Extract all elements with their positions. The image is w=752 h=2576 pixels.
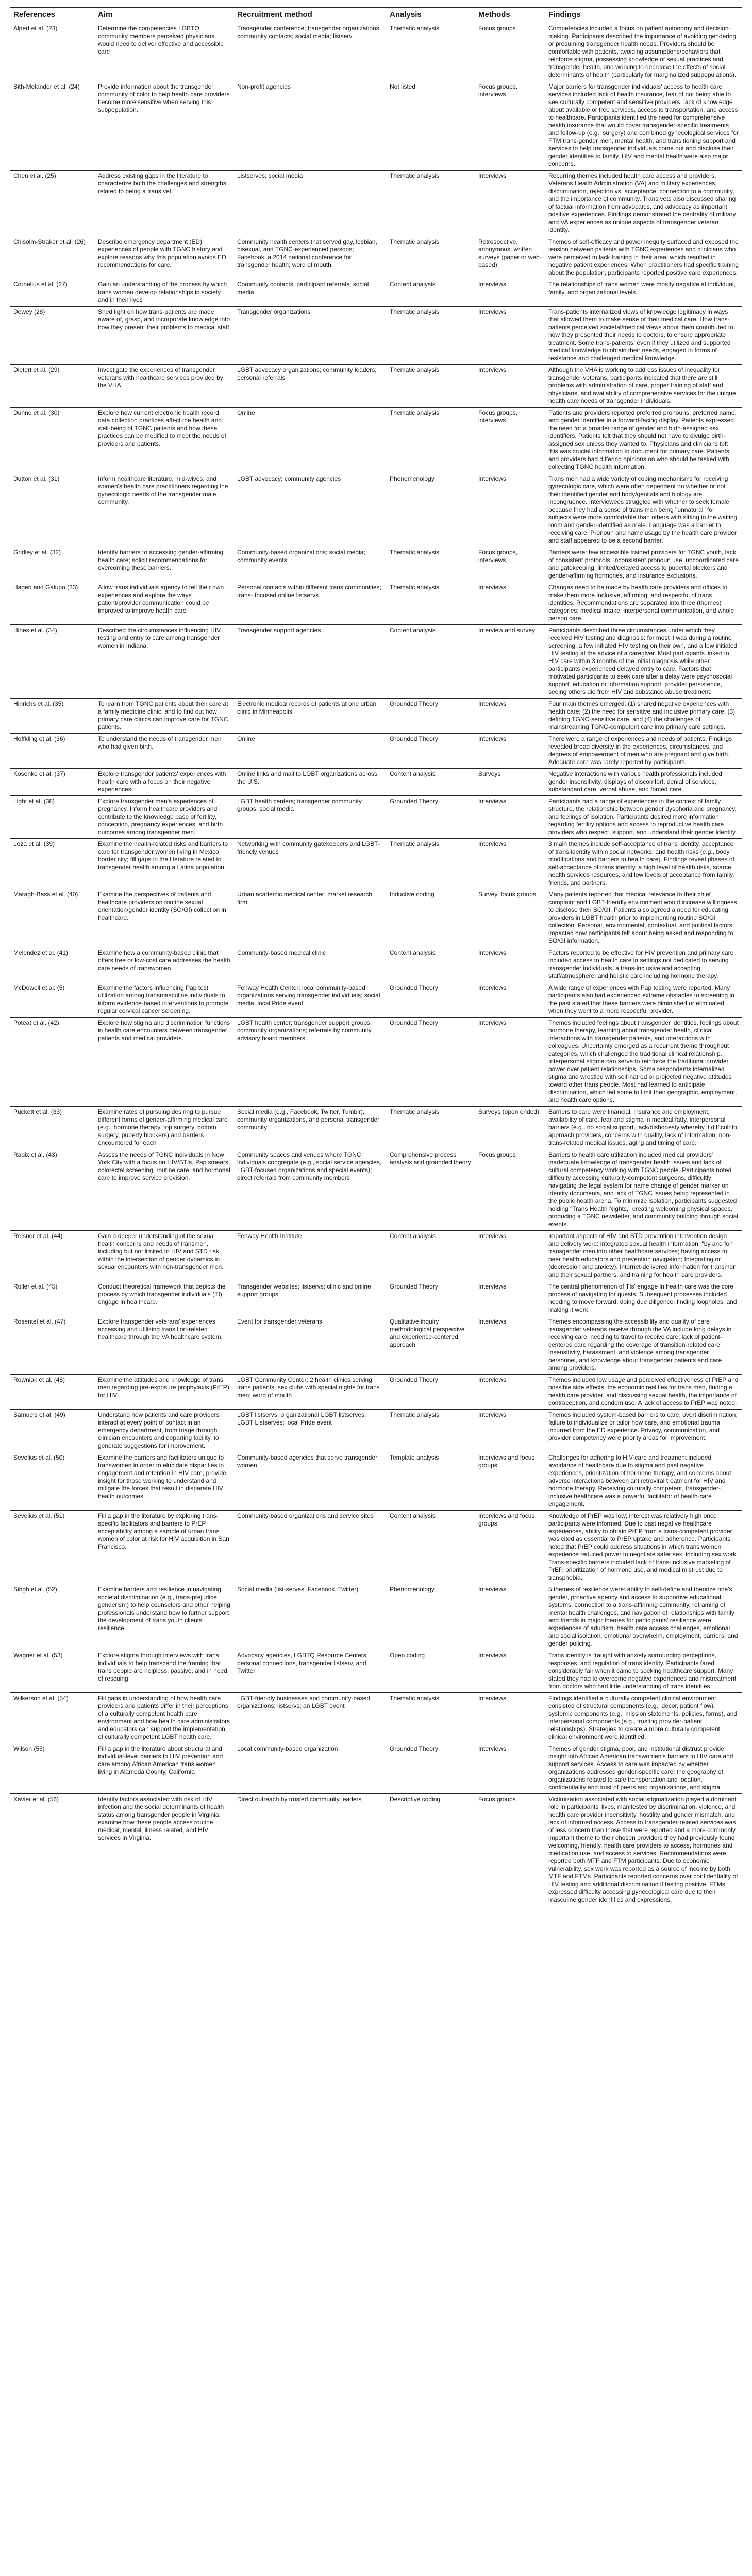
cell-recruitment-method: Community-based agencies that serve transgender women xyxy=(234,1452,387,1511)
cell-aim: Fill gaps in understanding of how health care providers and patients differ in their perceptions of a culturally competent health care environment and how health care administrators and educators can support the implementation of culturally competent LGBT health care. xyxy=(95,1693,234,1743)
table-row xyxy=(10,796,742,839)
cell-reference: Reisner et al. (44) xyxy=(10,1231,95,1281)
cell-analysis: Thematic analysis xyxy=(387,408,475,473)
cell-findings: 5 themes of resilience were: ability to self-define and theorize one's gender, proactive agency and access to supportive educational systems, connection to a trans-affirming community, reframing of mental health challenges, and navigation of relationships with family and friends in major themes for participants' resilience were: experiences of adultism, health care access challenges, emotional and social isolation, emotional overwhelm, employment, barriers, and gender policing. xyxy=(545,1584,742,1650)
cell-recruitment-method: Community-based organizations and service sites xyxy=(234,1511,387,1584)
cell-reference: Melendez et al. (41) xyxy=(10,947,95,982)
cell-recruitment-method: Networking with community gatekeepers and LGBT-friendly venues xyxy=(234,839,387,889)
cell-methods: Retrospective, anonymous, written surveys (paper or web-based) xyxy=(475,236,545,279)
cell-methods: Interviews xyxy=(475,1316,545,1375)
cell-recruitment-method: Community-based organizations; social media; community events xyxy=(234,547,387,582)
cell-analysis: Grounded Theory xyxy=(387,1375,475,1410)
cell-findings: Themes included low usage and perceived effectiveness of PrEP and possible side effects, the economic realities for trans men, finding a health care provider, and discussing sexual health, the importance of contraception, and condom use. A lack of access to PrEP was noted. xyxy=(545,1375,742,1410)
cell-aim: Assess the needs of TGNC individuals in New York City with a focus on HIV/STIs, Pap smears, colorectal screening, routine care, and hormonal care to improve service provision. xyxy=(95,1149,234,1231)
cell-reference: Dewey (28) xyxy=(10,307,95,365)
cell-recruitment-method: Personal contacts within different trans communities; trans- focused online listservs xyxy=(234,582,387,625)
cell-methods: Interviews xyxy=(475,1375,545,1410)
cell-analysis: Thematic analysis xyxy=(387,23,475,81)
cell-analysis: Grounded Theory xyxy=(387,1743,475,1794)
cell-aim: Inform healthcare literature, mid-wives, and women's health care practitioners regarding the gynecologic needs of the transgender male community. xyxy=(95,473,234,547)
cell-reference: Rosentel et al. (47) xyxy=(10,1316,95,1375)
cell-findings: Factors reported to be effective for HIV prevention and primary care included access to health care in settings not dedicated to serving transgender individuals, a trans-inclusive and accepting staff/atmosphere, and holistic care including hormone therapy. xyxy=(545,947,742,982)
cell-methods: Focus groups, interviews xyxy=(475,81,545,171)
header-references: References xyxy=(10,8,95,23)
cell-methods: Interviews xyxy=(475,699,545,734)
cell-analysis: Grounded Theory xyxy=(387,699,475,734)
cell-aim: Describe emergency department (ED) experiences of people with TGNC history and explore reasons why this population avoids ED, recommendations for care. xyxy=(95,236,234,279)
cell-aim: Shed light on how trans-patients are made aware of, grasp, and incorporate knowledge into how they present their problems to medical staff xyxy=(95,307,234,365)
cell-analysis: Content analysis xyxy=(387,625,475,699)
cell-methods: Interviews xyxy=(475,839,545,889)
cell-recruitment-method: Community health centers that served gay, lesbian, bisexual, and TGNC-experienced persons; Facebook; a 2014 national conference for transgender health; word of mouth. xyxy=(234,236,387,279)
cell-analysis: Not listed xyxy=(387,81,475,171)
cell-methods: Interview and survey xyxy=(475,625,545,699)
cell-recruitment-method: Online xyxy=(234,408,387,473)
cell-recruitment-method: Fenway Health Center; local community-based organizations serving transgender individuals; social media; local Pride event xyxy=(234,982,387,1018)
cell-reference: Sevelius et al. (50) xyxy=(10,1452,95,1511)
table-row xyxy=(10,279,742,307)
cell-recruitment-method: LGBT health centers; transgender community groups; social media xyxy=(234,796,387,839)
cell-recruitment-method: Electronic medical records of patients at one urban clinic in Minneapolis xyxy=(234,699,387,734)
cell-recruitment-method: LGBT Community Center; 2 health clinics serving trans patients; sex clubs with special nights for trans men; word of mouth xyxy=(234,1375,387,1410)
cell-findings: Major barriers for transgender individuals' access to health care services included lack of health insurance, fear of not being able to see culturally competent and sensitive providers, lack of knowledge about available or free services, access to transportation, and access to healthcare. Participants identified the need for comprehensive health insurance that would cover transgender-specific treatments and follow-up (e.g., surgery) and combined gynecological services for FTM trans-gender men, mental health, and transitioning support and services to help transgender individuals come out and disclose their gender identities to family, HIV and mental health were also major concerns. xyxy=(545,81,742,171)
cell-reference: Maragh-Bass et al. (40) xyxy=(10,889,95,947)
cell-methods: Interviews xyxy=(475,1743,545,1794)
cell-reference: Dunne et al. (30) xyxy=(10,408,95,473)
header-recruitment-method: Recruitment method xyxy=(234,8,387,23)
cell-recruitment-method: Community spaces and venues where TGNC individuals congregate (e.g., social service agencies, LGBT-focused organizations and special events); direct referrals from community members xyxy=(234,1149,387,1231)
cell-aim: Examine the factors influencing Pap test utilization among transmasculine individuals to inform evidence-based interventions to promote regular cervical cancer screening. xyxy=(95,982,234,1018)
cell-aim: Explore stigma through interviews with trans individuals to help transcend the framing that trans people are helpless, passive, and in need of rescuing xyxy=(95,1650,234,1693)
table-row xyxy=(10,1511,742,1584)
table-row xyxy=(10,769,742,796)
cell-aim: Identify barriers to accessing gender-affirming health care; solicit recommendations for overcoming these barriers. xyxy=(95,547,234,582)
cell-findings: Barriers to health care utilization included medical providers' inadequate knowledge of transgender health issues and lack of cultural competency working with TGNC people. Participants noted difficulty accessing culturally-competent surgeons, difficultly navigating the legal system for name change of gender marker on identity documents, and lack of TGNC issues being represented in the public health arena. To minimize isolation, participants suggested holding "Trans Health Nights," creating welcoming physical spaces, producing a TGNC newsletter, and community building through social events. xyxy=(545,1149,742,1231)
cell-findings: Negative interactions with various health professionals included gender insensitivity, displays of discomfort, denial of services, substandard care, verbal abuse, and forced care. xyxy=(545,769,742,796)
cell-methods: Interviews xyxy=(475,1584,545,1650)
cell-analysis: Thematic analysis xyxy=(387,582,475,625)
cell-aim: Identify factors associated with risk of HIV infection and the social determinants of health status among transgender people in Virginia; examine how these people access routine medical, mental, illness related, and HIV services in Virginia. xyxy=(95,1794,234,1906)
cell-findings: Trans men had a wide variety of coping mechanisms for receiving gynecologic care, which were often dependent on whether or not their identified gender and body/genitals and biology are incongruence. Interviewees struggled with whether to seek female because they had a sense of trans men being "unnatural" for subjects were more comfortable than others with sitting in the waiting room and gender-identified as male. Language was a barrier to receiving care. Pronoun and name usage by the health care provider and staff appeared to be a second barrier. xyxy=(545,473,742,547)
cell-analysis: Content analysis xyxy=(387,947,475,982)
cell-analysis: Content analysis xyxy=(387,279,475,307)
references-table-container xyxy=(10,7,742,1906)
cell-reference: Rowniak et al. (48) xyxy=(10,1375,95,1410)
cell-methods: Survey, focus groups xyxy=(475,889,545,947)
cell-findings: Important aspects of HIV and STD prevention intervention design and delivery were: integrated sexual health information; "by and for" transgender men into other healthcare services; having access to peer health educators and prevention navigation; Integrating or (depression and anxiety). Internet-delivered information for transmen and their sexual partners, and training for health care providers. xyxy=(545,1231,742,1281)
table-row xyxy=(10,839,742,889)
table-row xyxy=(10,1794,742,1906)
cell-methods: Interviews xyxy=(475,171,545,236)
cell-analysis: Grounded Theory xyxy=(387,1281,475,1316)
cell-recruitment-method: Transgender websites; listservs; clinic and online support groups xyxy=(234,1281,387,1316)
cell-reference: Samuels et al. (49) xyxy=(10,1410,95,1452)
cell-analysis: Phenomenology xyxy=(387,473,475,547)
cell-methods: Interviews xyxy=(475,1650,545,1693)
cell-aim: To learn from TGNC patients about their care at a family medicine clinic, and to find out how primary care clinics can improve care for TGNC patients. xyxy=(95,699,234,734)
cell-reference: Gridley et al. (32) xyxy=(10,547,95,582)
cell-aim: Conduct theoretical framework that depicts the process by which transgender individuals (TI) engage in healthcare. xyxy=(95,1281,234,1316)
table-row xyxy=(10,1231,742,1281)
table-row xyxy=(10,1107,742,1149)
cell-reference: Puckett et al. (33) xyxy=(10,1107,95,1149)
table-row xyxy=(10,1316,742,1375)
cell-reference: McDowell et al. (5) xyxy=(10,982,95,1018)
cell-reference: Light et al. (38) xyxy=(10,796,95,839)
cell-methods: Interviews xyxy=(475,982,545,1018)
cell-findings: The relationships of trans women were mostly negative at individual, family, and organizational levels. xyxy=(545,279,742,307)
cell-analysis: Grounded Theory xyxy=(387,734,475,769)
cell-reference: Poteat et al. (42) xyxy=(10,1018,95,1107)
cell-recruitment-method: Listserves; social media xyxy=(234,171,387,236)
cell-aim: To understand the needs of transgender men who had given birth. xyxy=(95,734,234,769)
cell-recruitment-method: Local community-based organization xyxy=(234,1743,387,1794)
cell-analysis: Open coding xyxy=(387,1650,475,1693)
cell-findings: Challenges for adhering to HIV care and treatment included avoidance of healthcare due to stigma and past negative experiences, prioritization of hormone therapy, and concerns about adverse interactions between antiretroviral treatment for HIV and hormone therapy. Receiving culturally competent, transgender-inclusive healthcare was a powerful facilitator of health-care engagement. xyxy=(545,1452,742,1511)
cell-aim: Explore how stigma and discrimination functions in health care encounters between transgender patients and medical providers. xyxy=(95,1018,234,1107)
cell-recruitment-method: Urban academic medical center; market research firm xyxy=(234,889,387,947)
cell-recruitment-method: LGBT advocacy organizations; community leaders; personal referrals xyxy=(234,365,387,408)
cell-recruitment-method: Online xyxy=(234,734,387,769)
cell-reference: Hines et al. (34) xyxy=(10,625,95,699)
cell-recruitment-method: LGBT listservs; organizational LGBT listserves; LGBT Listserves; local Pride event xyxy=(234,1410,387,1452)
cell-aim: Examine barriers and resilience in navigating societal discrimination (e.g., trans-prejudice, genderism) to help counselors and other helping professionals understand how to further support the development of trans youth clients' resilience. xyxy=(95,1584,234,1650)
cell-findings: Victimization associated with social stigmatization played a dominant role in participants' lives, manifested by discrimination, violence, and health care provider insensitivity, hostility and gender mismatch, and lack of informed access. Access to transgender-related services was of less concern than those that were reported and a more commonly important theme to their chosen providers they had previously found welcoming, friendly, health care providers to access, hormones and medication use, and access to services. Recommendations were reported both MTF and FTM participants. Due to economic vulnerability, sex work was reported as a source of income by both MTF and FTMs. Participants reported concerns over confidentiality of HIV testing and additional discrimination if testing positive. FTMs expressed difficulty accessing gynecological care due to their masculine gender identities and expressions. xyxy=(545,1794,742,1906)
table-row xyxy=(10,1452,742,1511)
cell-methods: Interviews xyxy=(475,1693,545,1743)
cell-methods: Interviews xyxy=(475,279,545,307)
cell-findings: Barriers to care were financial, insurance and employment, availability of care, fear and stigma in medical fatty, interpersonal barriers (e.g., no social support, lack/dishonesty whereby it difficult to approach providers, concerns with quality, lack of information, non-trans-related medical issues, aging and timing of care. xyxy=(545,1107,742,1149)
table-row xyxy=(10,1018,742,1107)
cell-findings: Trans-patients internalized views of knowledge legitimacy in ways that allowed them to make sense of their medical care. How trans-patients perceived societal/medical views about them contributed to how they presented their needs to doctors, to ensure appropriate treatment. Some trans-patients, even if they utilized and supported medical knowledge to obtain their needs, engaged in forms of resistance and challenged medical knowledge. xyxy=(545,307,742,365)
cell-analysis: Grounded Theory xyxy=(387,1018,475,1107)
cell-recruitment-method: Transgender organizations xyxy=(234,307,387,365)
cell-methods: Interviews and focus groups xyxy=(475,1452,545,1511)
cell-recruitment-method: LGBT health center; transgender support groups; community organizations; referrals by community advisory board members xyxy=(234,1018,387,1107)
cell-methods: Interviews xyxy=(475,365,545,408)
cell-aim: Fill a gap in the literature by exploring trans-specific facilitators and barriers to PrEP acceptability among a sample of urban trans women of color at risk for HIV acquisition in San Francisco. xyxy=(95,1511,234,1584)
cell-methods: Focus groups, interviews xyxy=(475,547,545,582)
table-row xyxy=(10,236,742,279)
table-row xyxy=(10,1281,742,1316)
table-row xyxy=(10,171,742,236)
table-row xyxy=(10,982,742,1018)
table-row xyxy=(10,547,742,582)
cell-findings: Participants described three circumstances under which they received HIV testing and diagnosis: for most it was during a routine screening, a few initiated HIV testing on their own, and a few initiated HIV testing at the advice of a caregiver. Most participants linked to HIV care within 3 months of the initial diagnosis while other participants experienced delayed entry to care. Factors that motivated participants to seek care after a delay were psychosocial support, education or information support, provider persistence, seeing others die from HIV and substance abuse treatment. xyxy=(545,625,742,699)
cell-aim: Examine the barriers and facilitators unique to transwomen in order to elucidate disparities in engagement and retention in HIV care, provide insight for those working to understand and mitigate the forces that result in disparate HIV health outcomes. xyxy=(95,1452,234,1511)
cell-methods: Surveys xyxy=(475,769,545,796)
cell-recruitment-method: Community-based medical clinic xyxy=(234,947,387,982)
cell-recruitment-method: Transgender conference; transgender organizations; community contacts; social media; listserv xyxy=(234,23,387,81)
cell-aim: Explore transgender men's experiences of pregnancy. Inform healthcare providers and contribute to the knowledge base of fertility, conception, pregnancy experiences, and birth outcomes among transgender men. xyxy=(95,796,234,839)
cell-findings: Trans identity is fraught with anxiety surrounding perceptions, responses, and regulation of trans identity. Participants fared considerably fair when it came to seeking healthcare support. Many stated they had to overcome negative experiences and mistreatment from doctors who had little understanding of trans identities. xyxy=(545,1650,742,1693)
cell-aim: Gain an understanding of the process by which trans women develop relationships in society and in their lives xyxy=(95,279,234,307)
cell-reference: Cornelius et al. (27) xyxy=(10,279,95,307)
cell-analysis: Grounded Theory xyxy=(387,982,475,1018)
cell-methods: Interviews xyxy=(475,582,545,625)
cell-aim: Examine the attitudes and knowledge of trans men regarding pre-exposure prophylaxis (PrEP) for HIV. xyxy=(95,1375,234,1410)
cell-reference: Wilkerson et al. (54) xyxy=(10,1693,95,1743)
cell-methods: Interviews xyxy=(475,1410,545,1452)
cell-findings: Barriers were: few accessible trained providers for TGNC youth, lack of consistent protocols, inconsistent pronoun use, uncoordinated care and gatekeeping, limited/delayed access to pubertal blockers and gender-affirming hormones, and insurance exclusions. xyxy=(545,547,742,582)
table-row xyxy=(10,473,742,547)
header-methods: Methods xyxy=(475,8,545,23)
cell-recruitment-method: Fenway Health Institute xyxy=(234,1231,387,1281)
cell-reference: Sevelius et al. (51) xyxy=(10,1511,95,1584)
header-analysis: Analysis xyxy=(387,8,475,23)
cell-analysis: Content analysis xyxy=(387,1231,475,1281)
cell-analysis: Thematic analysis xyxy=(387,1107,475,1149)
cell-methods: Focus groups, interviews xyxy=(475,408,545,473)
cell-aim: Determine the competencies LGBTQ community members perceived physicians would need to deliver effective and accessible care xyxy=(95,23,234,81)
cell-findings: There were a range of experiences and needs of patients. Findings revealed broad diversity in the experiences, circumstances, and degrees of empowerment of men who are pregnant and give birth. Adequate care was rarely reported by participants. xyxy=(545,734,742,769)
cell-findings: Competencies included a focus on patient autonomy and decision-making. Participants described the importance of avoiding gendering or presuming transgender health needs. Providers should be comfortable with patients, avoiding assumptions/behaviors that reinforce stigma, possessing knowledge of sexual practices and transgender health, and working to decrease the effects of social determinants of health (particularly for marginalized subpopulations). xyxy=(545,23,742,81)
cell-reference: Bith-Melander et al. (24) xyxy=(10,81,95,171)
cell-aim: Examine the perspectives of patients and healthcare providers on routine sexual orientation/gender identity (SO/GI) collection in healthcare. xyxy=(95,889,234,947)
cell-aim: Examine how a community-based clinic that offers free or low-cost care addresses the health care needs of transwomen. xyxy=(95,947,234,982)
cell-reference: Loza et al. (39) xyxy=(10,839,95,889)
cell-findings: The central phenomenon of TIs' engage in health care was the core process of navigating for quests. Subsequent processes included needing to move forward, doing due diligence, finding loopholes, and making it work. xyxy=(545,1281,742,1316)
cell-findings: Patients and providers reported preferred pronouns, preferred name, and gender identifier in a forward-facing display. Patients expressed the need for a broader range of gender and birth-assigned sex identifiers. Patients felt that they should not have to divulge birth-assigned sex unless they wanted to. Physicians and clinicians felt this was crucial information to document for primary care. Patients and providers had differing opinions on who should be tasked with collecting TGNC health information. xyxy=(545,408,742,473)
cell-reference: Hoffkling et al. (36) xyxy=(10,734,95,769)
table-row xyxy=(10,582,742,625)
cell-methods: Interviews and focus groups xyxy=(475,1511,545,1584)
cell-methods: Interviews xyxy=(475,734,545,769)
table-row xyxy=(10,889,742,947)
cell-reference: Radix et al. (43) xyxy=(10,1149,95,1231)
table-row xyxy=(10,625,742,699)
cell-findings: Changes need to be made by health care providers and offices to make them more inclusive, affirming, and respectful of trans identities. Recommendations are separated into three (themes) categories: medical intake, interpersonal communication, and whole person care. xyxy=(545,582,742,625)
cell-findings: Findings identified a culturally competent clinical environment consisted of structural components (e.g., décor, patient flow), systemic components (e.g., mission statements, policies, forms), and interpersonal components (e.g., trusting provider-patient relationships). Strategies to create a more culturally competent clinical environment were identified. xyxy=(545,1693,742,1743)
cell-methods: Focus groups xyxy=(475,23,545,81)
cell-analysis: Thematic analysis xyxy=(387,547,475,582)
cell-reference: Dutton et al. (31) xyxy=(10,473,95,547)
cell-reference: Alpert et al. (23) xyxy=(10,23,95,81)
table-row xyxy=(10,23,742,81)
cell-recruitment-method: Social media (list-serves, Facebook, Twitter) xyxy=(234,1584,387,1650)
cell-methods: Interviews xyxy=(475,1231,545,1281)
cell-methods: Interviews xyxy=(475,1018,545,1107)
cell-findings: A wide range of experiences with Pap testing were reported. Many participants also had experienced extreme obstacles to screening in the past stated that these barriers were diminished or eliminated when they went to a more respectful provider. xyxy=(545,982,742,1018)
table-header-row xyxy=(10,8,742,23)
cell-findings: Themes of self-efficacy and power inequity surfaced and exposed the tension between patients with TGNC experiences and clinicians who were perceived to lack training in their area, which resulted in negative patient experiences. When practitioners had specific training about the population, participants reported positive care experiences. xyxy=(545,236,742,279)
cell-reference: Wagner et al. (53) xyxy=(10,1650,95,1693)
cell-reference: Xavier et al. (56) xyxy=(10,1794,95,1906)
cell-findings: Knowledge of PrEP was low; interest was relatively high once participants were informed. Due to past negative healthcare experiences, ability to obtain PrEP from a trans-competent provider was cited as essential to PrEP uptake and adherence. Participants noted that PrEP could address situations in which trans women experience reduced power to negotiate safer sex, including sex work. Trans-specific barriers included lack of trans-inclusive marketing of PrEP, prioritization of hormone use, and medical mistrust due to transphobia. xyxy=(545,1511,742,1584)
cell-analysis: Comprehensive process analysis and grounded theory xyxy=(387,1149,475,1231)
table-row xyxy=(10,1693,742,1743)
cell-aim: Explore transgender patients' experiences with health care with a focus on their negative experiences. xyxy=(95,769,234,796)
cell-analysis: Template analysis xyxy=(387,1452,475,1511)
cell-findings: Participants had a range of experiences in the context of family structure, the relationship between gender dysphoria and pregnancy, and feelings of isolation. Participants desired more information regarding fertility options and access to reproductive health care providers who respect, support, and understand their gender identity. xyxy=(545,796,742,839)
cell-reference: Singh et al. (52) xyxy=(10,1584,95,1650)
cell-analysis: Content analysis xyxy=(387,769,475,796)
cell-recruitment-method: Event for transgender veterans xyxy=(234,1316,387,1375)
cell-analysis: Thematic analysis xyxy=(387,1410,475,1452)
cell-reference: Roller et al. (45) xyxy=(10,1281,95,1316)
cell-recruitment-method: Community contacts; participant referrals; social media xyxy=(234,279,387,307)
qualitative-studies-table xyxy=(10,7,742,1906)
table-row xyxy=(10,1375,742,1410)
table-row xyxy=(10,365,742,408)
cell-analysis: Descriptive coding xyxy=(387,1794,475,1906)
cell-methods: Interviews xyxy=(475,947,545,982)
cell-analysis: Content analysis xyxy=(387,1511,475,1584)
cell-recruitment-method: LGBT advocacy; community agencies xyxy=(234,473,387,547)
cell-aim: Allow trans individuals agency to tell their own experiences and explore the ways patient/provider communication could be improved to improve health care xyxy=(95,582,234,625)
cell-aim: Fill a gap in the literature about structural and individual-level barriers to HIV prevention and care among African American trans women living in Alameda County, California xyxy=(95,1743,234,1794)
cell-aim: Address existing gaps in the literature to characterize both the challenges and strengths related to being a trans vet. xyxy=(95,171,234,236)
cell-aim: Provide information about the transgender community of color to help health care providers become more sensitive when serving this subpopulation. xyxy=(95,81,234,171)
cell-aim: Described the circumstances influencing HIV testing and entry to care among transgender women in Indiana. xyxy=(95,625,234,699)
cell-findings: Themes of gender stigma, poor, and institutional distrust provide insight into African American transwomen's barriers to HIV care and support services. Access to care was impacted by whether organizations addressed gender-specific care; the geography of organizations related to safe transportation and location, confidentiality and trust of peers and organizations, and stigma. xyxy=(545,1743,742,1794)
cell-analysis: Thematic analysis xyxy=(387,839,475,889)
cell-methods: Interviews xyxy=(475,1281,545,1316)
table-row xyxy=(10,1149,742,1231)
table-row xyxy=(10,307,742,365)
cell-aim: Examine the health-related risks and barriers to care for transgender women living in Mexico border city; fill gaps in the literature related to transgender health among a Latina population. xyxy=(95,839,234,889)
cell-aim: Investigate the experiences of transgender veterans with healthcare services provided by the VHA. xyxy=(95,365,234,408)
cell-recruitment-method: Online links and mail to LGBT organizations across the U.S. xyxy=(234,769,387,796)
table-row xyxy=(10,734,742,769)
cell-analysis: Thematic analysis xyxy=(387,365,475,408)
table-row xyxy=(10,81,742,171)
cell-methods: Focus groups xyxy=(475,1794,545,1906)
cell-reference: Hagen and Galupo (33) xyxy=(10,582,95,625)
cell-recruitment-method: Advocacy agencies, LGBTQ Resource Centers, personal connections, transgender listserv, and Twitter xyxy=(234,1650,387,1693)
cell-reference: Hinrichs et al. (35) xyxy=(10,699,95,734)
table-row xyxy=(10,1584,742,1650)
cell-findings: Themes encompassing the accessibility and quality of care transgender veterans receive through the VA include long delays in receiving care, needing to travel to receive care; lack of patient-centered care regarding the coverage of transition-related care, insensitivity, harassment, and violence among transgender personnel, and knowledge about transgender patients and care among providers. xyxy=(545,1316,742,1375)
cell-analysis: Thematic analysis xyxy=(387,1693,475,1743)
header-aim: Aim xyxy=(95,8,234,23)
cell-recruitment-method: LGBT-friendly businesses and community-based organizations; listservs; an LGBT event xyxy=(234,1693,387,1743)
cell-analysis: Qualitative inquiry methodological perspective and experience-centered approach xyxy=(387,1316,475,1375)
cell-analysis: Inductive coding xyxy=(387,889,475,947)
cell-analysis: Thematic analysis xyxy=(387,236,475,279)
table-row xyxy=(10,947,742,982)
cell-analysis: Phenomenology xyxy=(387,1584,475,1650)
cell-recruitment-method: Social media (e.g., Facebook, Twitter, Tumblr), community organizations, and personal transgender community xyxy=(234,1107,387,1149)
cell-methods: Interviews xyxy=(475,307,545,365)
header-findings: Findings xyxy=(545,8,742,23)
cell-findings: Many patients reported that medical relevance to their chief complaint and LGBT-friendly environment would increase willingness to disclose their SO/GI. Patients also agreed a need for educating providers in LGBT health prior to implementing routine SO/GI collection. Personal, environmental, contextual, and political factors impacted how participants felt about being asked and responding to SO/GI information. xyxy=(545,889,742,947)
cell-methods: Interviews xyxy=(475,473,545,547)
cell-aim: Understand how patients and care providers interact at every point of contact in an emergency department, from triage through clinician encounters and departing facility, to generate suggestions for improvement. xyxy=(95,1410,234,1452)
cell-analysis: Thematic analysis xyxy=(387,171,475,236)
cell-recruitment-method: Non-profit agencies xyxy=(234,81,387,171)
cell-methods: Surveys (open ended) xyxy=(475,1107,545,1149)
cell-findings: Themes included system-based barriers to care, overt discrimination, failure to individualize or tailor how care, and emotional trauma incurred from the ED experience. Privacy, communication, and provider competency were priority areas for improvement. xyxy=(545,1410,742,1452)
cell-analysis: Thematic analysis xyxy=(387,307,475,365)
table-row xyxy=(10,408,742,473)
cell-reference: Wilson (55) xyxy=(10,1743,95,1794)
cell-aim: Explore transgender veterans' experiences accessing and utilizing transition-related healthcare through the VA healthcare system. xyxy=(95,1316,234,1375)
table-row xyxy=(10,699,742,734)
cell-aim: Examine rates of pursuing desiring to pursue different forms of gender-affirming medical care (e.g., hormone therapy, top surgery, bottom surgery, puberty blockers) and barriers encountered for each xyxy=(95,1107,234,1149)
cell-findings: Four main themes emerged: (1) shared negative experiences with health care; (2) the need for sensitive and inclusive primary care, (3) defining TGNC-sensitive care, and (4) the challenges of mainstreaming TGNC-competent care into primary care settings. xyxy=(545,699,742,734)
table-row xyxy=(10,1743,742,1794)
cell-analysis: Grounded Theory xyxy=(387,796,475,839)
cell-reference: Chen et al. (25) xyxy=(10,171,95,236)
cell-methods: Interviews xyxy=(475,796,545,839)
cell-findings: Themes included feelings about transgender identities, feelings about hormone therapy, learning about transgender health, clinical interactions with transgender patients, and interactions with colleagues. Uncertainty emerged as a recurrent theme throughout categories, which challenged the traditional clinical relationship. Interpersonal stigma can serve to reinforce the traditional provider power over patient relationships. Some respondents internalized stigma and wrestled with self-hatred or projected negative attitudes toward other trans people. Most had learned to anticipate discrimination, which led some to limit their geographic, employment, and health care options. xyxy=(545,1018,742,1107)
table-row xyxy=(10,1650,742,1693)
cell-aim: Explore how current electronic health record data collection practices affect the health and well-being of TGNC patients and how these practices can be modified to meet the needs of providers and patients. xyxy=(95,408,234,473)
cell-findings: 3 main themes include self-acceptance of trans identity, acceptance of trans identity within social networks, and health risks (e.g., body modifications and barriers to health care). Findings reveal phases of self-acceptance of trans identity, a high level of health risks, scarce health services resources, and low levels of acceptance from family, friends, and partners. xyxy=(545,839,742,889)
cell-recruitment-method: Direct outreach by trusted community leaders xyxy=(234,1794,387,1906)
cell-reference: Dietert et al. (29) xyxy=(10,365,95,408)
cell-findings: Recurring themes included health care access and providers, Veterans Health Administration (VA) and military experiences, discrimination, rejection vs. acceptance, connection to a community, and the importance of community. Trans vets also discussed sharing of factual information from advocates, and advocacy as important positive experiences. Findings demonstrated the centrality of military and VA experiences as unique aspects of transgender veteran identity. xyxy=(545,171,742,236)
cell-methods: Focus groups xyxy=(475,1149,545,1231)
cell-findings: Although the VHA is working to address issues of inequality for transgender veterans, participants indicated that there are still problems with administration of care, proper training of staff and physicians, and availability of comprehensive services for the unique health care needs of transgender individuals. xyxy=(545,365,742,408)
cell-aim: Gain a deeper understanding of the sexual health concerns and needs of transmen, including but not limited to HIV and STD risk, within the intersection of gender dynamics in sexual encounters with non-transgender men. xyxy=(95,1231,234,1281)
cell-recruitment-method: Transgender support agencies xyxy=(234,625,387,699)
table-row xyxy=(10,1410,742,1452)
cell-reference: Chisolm-Straker et al. (26) xyxy=(10,236,95,279)
cell-reference: Kosenko et al. (37) xyxy=(10,769,95,796)
